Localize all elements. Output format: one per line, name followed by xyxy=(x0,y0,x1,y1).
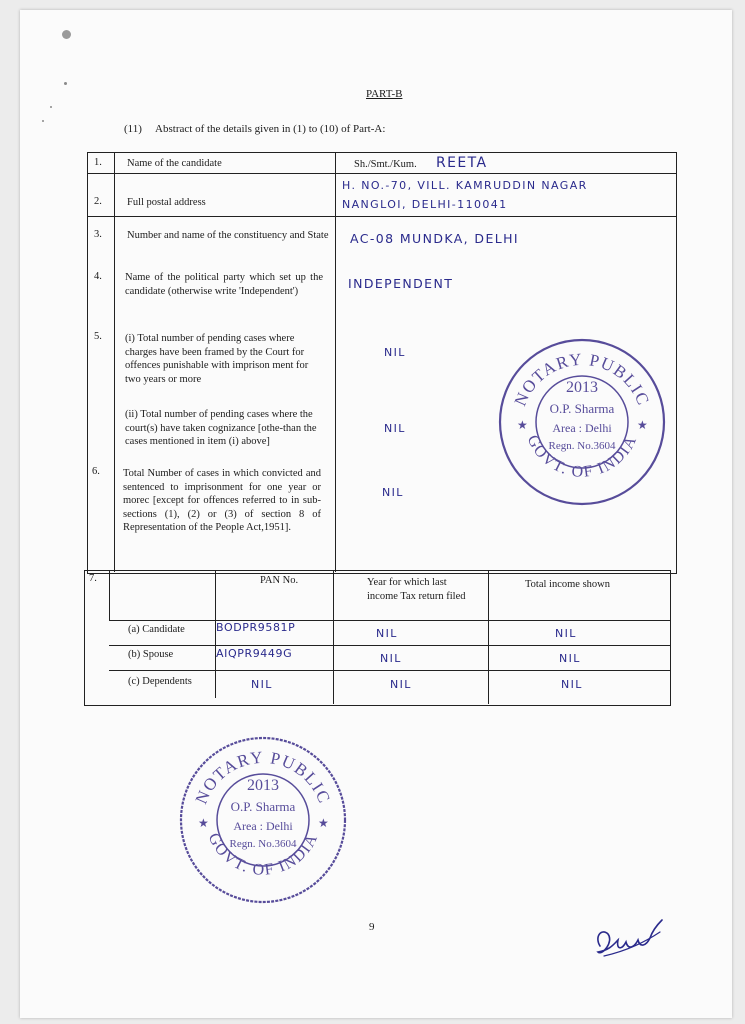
svg-text:NOTARY PUBLIC: NOTARY PUBLIC xyxy=(510,349,654,409)
row-number: 5. xyxy=(94,331,102,342)
row-number: 3. xyxy=(94,229,102,240)
constituency-value: AC-08 MUNDKA, DELHI xyxy=(350,231,520,246)
table-rule xyxy=(109,620,670,621)
paper-speck xyxy=(42,120,44,122)
punch-hole xyxy=(62,30,71,39)
row-number: 7. xyxy=(89,573,97,584)
dependents-pan: NIL xyxy=(251,678,273,691)
table-divider xyxy=(109,570,110,620)
pan-header: PAN No. xyxy=(260,575,299,586)
svg-text:Regn. No.3604: Regn. No.3604 xyxy=(229,838,297,850)
spouse-year: NIL xyxy=(380,652,402,665)
table-rule xyxy=(87,216,677,217)
row-label: Number and name of the constituency and State xyxy=(127,230,329,241)
income-row-label: (b) Spouse xyxy=(128,649,174,660)
part-heading: PART-B xyxy=(366,88,403,100)
dependents-income: NIL xyxy=(561,678,583,691)
page-number: 9 xyxy=(369,921,375,933)
row-label: Total Number of cases in which convicted and sentenced to imprisonment for one year or morec [except for offences referred to in sub-sections (1), (2) or (3) of section 8 of Representation of the People Act,1951]. xyxy=(123,468,321,533)
signature xyxy=(592,906,667,966)
dependents-year: NIL xyxy=(390,678,412,691)
candidate-year: NIL xyxy=(376,627,398,640)
notary-stamp xyxy=(497,337,669,509)
spouse-income: NIL xyxy=(559,652,581,665)
income-header: Total income shown xyxy=(525,579,610,590)
svg-text:★: ★ xyxy=(318,816,329,830)
income-row-label: (c) Dependents xyxy=(128,676,192,687)
table-divider xyxy=(215,570,216,698)
svg-text:★: ★ xyxy=(517,418,528,432)
svg-text:2013: 2013 xyxy=(566,379,598,396)
notary-seal-graphic xyxy=(178,735,348,905)
year-header: Year for which last income Tax return filed xyxy=(367,577,466,602)
svg-text:GOVT. OF INDIA: GOVT. OF INDIA xyxy=(204,830,322,879)
row-label: (ii) Total number of pending cases where the court(s) have taken cognizance [othe-than the cases mentioned in item (i) above] xyxy=(125,409,317,447)
svg-text:Area : Delhi: Area : Delhi xyxy=(233,819,293,833)
row-label: Name of the candidate xyxy=(127,158,222,169)
table-rule xyxy=(109,670,670,671)
cognizance-cases-value: NIL xyxy=(384,422,406,435)
row-label: Full postal address xyxy=(127,197,206,208)
abstract-line: (11) Abstract of the details given in (1) to (10) of Part-A: xyxy=(124,123,386,135)
table-divider xyxy=(114,152,115,572)
row-number: 4. xyxy=(94,271,102,282)
row-label: (i) Total number of pending cases where charges have been framed by the Court for offences punishable with imprison ment for two years or more xyxy=(125,333,309,385)
svg-text:★: ★ xyxy=(637,418,648,432)
party-value: INDEPENDENT xyxy=(348,276,454,291)
paper-speck xyxy=(64,82,67,85)
table-rule xyxy=(87,173,677,174)
candidate-name: REETA xyxy=(436,155,488,171)
row-number: 1. xyxy=(94,157,102,168)
svg-text:2013: 2013 xyxy=(247,777,279,794)
income-row-label: (a) Candidate xyxy=(128,624,185,635)
svg-text:Regn. No.3604: Regn. No.3604 xyxy=(548,440,616,452)
candidate-income: NIL xyxy=(555,627,577,640)
address-line-2: NANGLOI, DELHI-110041 xyxy=(342,198,508,211)
notary-stamp xyxy=(178,735,350,907)
candidate-pan: BODPR9581P xyxy=(216,621,296,634)
svg-text:★: ★ xyxy=(198,816,209,830)
table-divider xyxy=(488,570,489,704)
convictions-value: NIL xyxy=(382,486,404,499)
svg-text:Area : Delhi: Area : Delhi xyxy=(552,421,612,435)
signature-graphic xyxy=(592,906,667,966)
table-divider xyxy=(333,570,334,704)
table-rule xyxy=(109,645,670,646)
paper-speck xyxy=(50,106,52,108)
svg-text:GOVT. OF INDIA: GOVT. OF INDIA xyxy=(523,432,641,481)
address-line-1: H. NO.-70, VILL. KAMRUDDIN NAGAR xyxy=(342,179,588,192)
table-divider xyxy=(335,152,336,572)
svg-text:O.P. Sharma: O.P. Sharma xyxy=(230,799,296,814)
svg-text:NOTARY PUBLIC: NOTARY PUBLIC xyxy=(191,747,335,807)
row-number: 2. xyxy=(94,196,102,207)
row-number: 6. xyxy=(92,466,100,477)
pending-cases-value: NIL xyxy=(384,346,406,359)
svg-text:O.P. Sharma: O.P. Sharma xyxy=(549,401,615,416)
spouse-pan: AIQPR9449G xyxy=(216,647,293,660)
row-label: Name of the political party which set up the candidate (otherwise write 'Independent') xyxy=(125,272,323,297)
name-prefix: Sh./Smt./Kum. xyxy=(354,159,417,170)
notary-seal-graphic xyxy=(497,337,667,507)
